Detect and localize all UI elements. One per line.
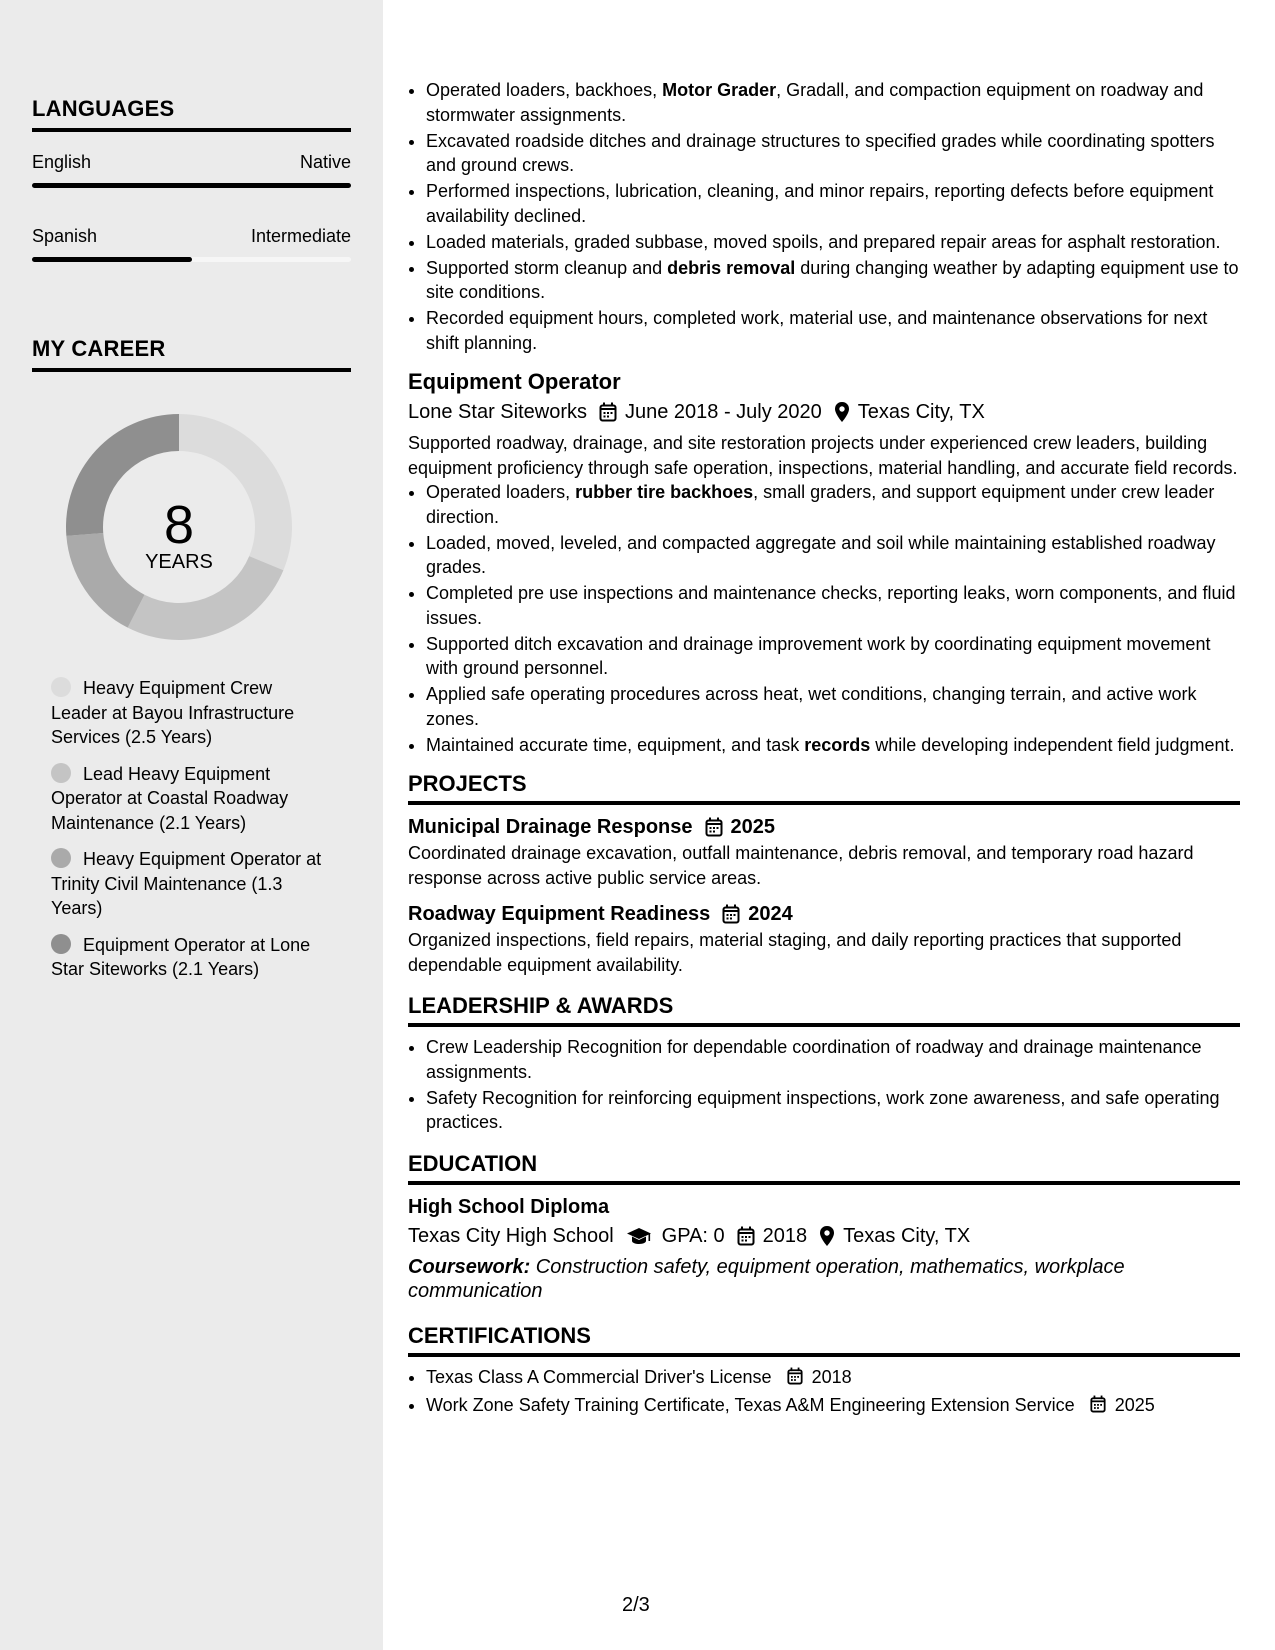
legend-text: Equipment Operator at Lone Star Siteworks (2.1 Years) xyxy=(51,934,311,979)
legend-dot xyxy=(51,848,71,868)
leadership-list xyxy=(408,1035,1240,1135)
bullet: • Applied safe operating procedures across heat, wet conditions, changing terrain, and active work zones. xyxy=(426,682,1240,731)
certification-year: 2025 xyxy=(1114,1394,1155,1415)
languages-heading: LANGUAGES xyxy=(32,96,351,132)
donut-segment xyxy=(66,533,144,628)
project-description: Organized inspections, field repairs, material staging, and daily reporting practices that supported dependable equipment availability. xyxy=(408,930,1182,975)
education-school: Texas City High School xyxy=(408,1224,614,1247)
language-level: Native xyxy=(299,152,351,172)
language-name: English xyxy=(32,152,92,172)
donut-segment xyxy=(179,414,292,570)
coursework-text: Construction safety, equipment operation, mathematics, workplace communication xyxy=(408,1255,1125,1302)
previous-job-bullets xyxy=(408,78,1240,355)
career-donut-chart xyxy=(59,407,299,647)
location-pin-icon xyxy=(834,401,850,423)
certification-item: • Texas Class A Commercial Driver's License 2018 xyxy=(426,1365,1240,1392)
projects-heading: PROJECTS xyxy=(408,771,1240,805)
bullet: • Recorded equipment hours, completed work, material use, and maintenance observations for next shift planning. xyxy=(426,306,1240,355)
education-heading: EDUCATION xyxy=(408,1151,1240,1185)
calendar-icon xyxy=(705,817,723,837)
bullet: • Safety Recognition for reinforcing equipment inspections, work zone awareness, and safe operating practices. xyxy=(426,1086,1240,1135)
legend-dot xyxy=(51,763,71,783)
education-year: 2018 xyxy=(762,1224,808,1247)
job-bullets xyxy=(408,480,1240,757)
language-level: Intermediate xyxy=(250,226,351,246)
language-bar-fill xyxy=(32,257,192,262)
calendar-icon xyxy=(737,1226,755,1246)
career-legend-item xyxy=(51,847,331,921)
bullet: • Loaded materials, graded subbase, moved spoils, and prepared repair areas for asphalt restoration. xyxy=(426,230,1240,255)
legend-text: Heavy Equipment Crew Leader at Bayou Infrastructure Services (2.5 Years) xyxy=(51,678,295,747)
career-heading: MY CAREER xyxy=(32,336,351,372)
sidebar xyxy=(0,0,383,1650)
bullet: • Maintained accurate time, equipment, and task records while developing independent field judgment. xyxy=(426,733,1240,758)
main-content xyxy=(408,78,1240,1421)
bullet: • Loaded, moved, leveled, and compacted aggregate and soil while maintaining established roadway grades. xyxy=(426,531,1240,580)
bullet: • Supported storm cleanup and debris removal during changing weather by adapting equipment use to site conditions. xyxy=(426,256,1240,305)
project-title: Roadway Equipment Readiness 2024 xyxy=(408,900,1240,928)
project-title: Municipal Drainage Response 2025 xyxy=(408,813,1240,841)
education-gpa: GPA: 0 xyxy=(661,1224,725,1247)
calendar-icon xyxy=(1090,1395,1106,1420)
career-legend xyxy=(51,676,331,994)
certifications-list xyxy=(408,1365,1240,1420)
job-summary: Supported roadway, drainage, and site restoration projects under experienced crew leaders, building equipment proficiency through safe operation, inspections, material handling, and accurate field records. xyxy=(408,433,1238,478)
education-degree: High School Diploma xyxy=(408,1195,610,1218)
languages-section xyxy=(32,96,351,262)
language-name: Spanish xyxy=(32,226,98,246)
job-meta xyxy=(408,397,1240,427)
coursework-label: Coursework: xyxy=(408,1255,531,1278)
legend-text: Heavy Equipment Operator at Trinity Civil Maintenance (1.3 Years) xyxy=(51,849,322,918)
certification-year: 2018 xyxy=(811,1366,852,1387)
leadership-heading: LEADERSHIP & AWARDS xyxy=(408,993,1240,1027)
education-location: Texas City, TX xyxy=(843,1224,971,1247)
job-title: Equipment Operator xyxy=(408,369,621,394)
bullet: • Completed pre use inspections and maintenance checks, reporting leaks, worn components, and fluid issues. xyxy=(426,581,1240,630)
page-number: 2/3 xyxy=(622,1594,650,1616)
bullet: • Operated loaders, backhoes, Motor Grader, Gradall, and compaction equipment on roadway and stormwater assignments. xyxy=(426,78,1240,127)
career-legend-item xyxy=(51,933,331,982)
calendar-icon xyxy=(722,904,740,924)
legend-dot xyxy=(51,934,71,954)
bullet: • Supported ditch excavation and drainage improvement work by coordinating equipment movement with ground personnel. xyxy=(426,632,1240,681)
calendar-icon xyxy=(599,402,617,422)
job-dates: June 2018 - July 2020 xyxy=(624,401,822,423)
bullet: • Performed inspections, lubrication, cleaning, and minor repairs, reporting defects before equipment availability declined. xyxy=(426,179,1240,228)
donut-segment xyxy=(66,414,179,536)
education-meta xyxy=(408,1221,1240,1251)
legend-dot xyxy=(51,677,71,697)
graduation-cap-icon xyxy=(626,1226,652,1246)
location-pin-icon xyxy=(819,1225,835,1247)
project-year: 2024 xyxy=(748,903,793,925)
language-bar xyxy=(32,257,351,262)
career-section xyxy=(32,336,351,372)
job-company: Lone Star Siteworks xyxy=(408,401,587,423)
language-english xyxy=(32,152,351,188)
language-bar-fill xyxy=(32,183,351,188)
legend-text: Lead Heavy Equipment Operator at Coastal Roadway Maintenance (2.1 Years) xyxy=(51,763,289,833)
language-spanish xyxy=(32,226,351,262)
bullet: • Excavated roadside ditches and drainage structures to specified grades while coordinating spotters and ground crews. xyxy=(426,129,1240,178)
career-legend-item xyxy=(51,676,331,750)
bullet: • Operated loaders, rubber tire backhoes, small graders, and support equipment under crew leader direction. xyxy=(426,480,1240,529)
career-legend-item xyxy=(51,762,331,836)
project-description: Coordinated drainage excavation, outfall maintenance, debris removal, and temporary road hazard response across active public service areas. xyxy=(408,843,1194,888)
education-coursework xyxy=(408,1255,1240,1303)
certification-item: • Work Zone Safety Training Certificate, Texas A&M Engineering Extension Service 2025 xyxy=(426,1393,1240,1420)
certifications-heading: CERTIFICATIONS xyxy=(408,1323,1240,1357)
bullet: • Crew Leadership Recognition for dependable coordination of roadway and drainage maintenance assignments. xyxy=(426,1035,1240,1084)
donut-label: YEARS xyxy=(145,551,213,573)
donut-number: 8 xyxy=(163,495,195,555)
calendar-icon xyxy=(787,1367,803,1392)
project-year: 2025 xyxy=(730,816,776,838)
language-bar xyxy=(32,183,351,188)
job-location: Texas City, TX xyxy=(857,401,985,423)
